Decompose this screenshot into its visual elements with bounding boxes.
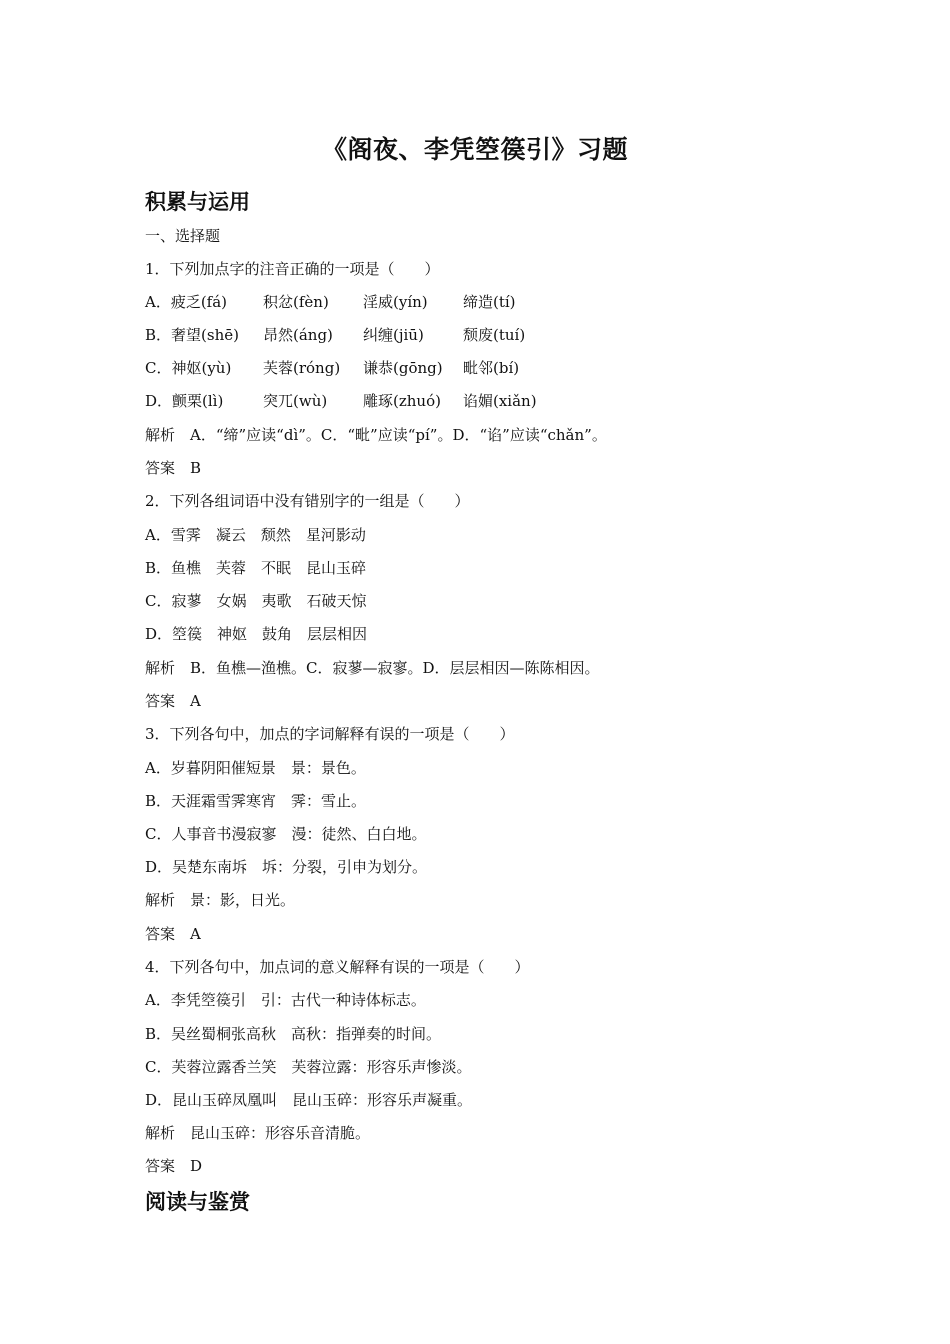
section-heading-reading: 阅读与鉴赏 bbox=[145, 1190, 250, 1214]
q4-stem: 4．下列各句中，加点词的意义解释有误的一项是（ ） bbox=[145, 958, 530, 976]
q1-option-b bbox=[145, 323, 525, 347]
q1-option-a bbox=[145, 290, 516, 314]
q3-analysis: 解析 景：影，日光。 bbox=[145, 891, 296, 909]
q1-b-3: 纠缠(jiū) bbox=[363, 326, 424, 344]
q1-c-3: 谦恭(gōng) bbox=[363, 359, 443, 377]
q1-stem: 1．下列加点字的注音正确的一项是（ ） bbox=[145, 260, 440, 278]
q1-d-3: 雕琢(zhuó) bbox=[363, 392, 441, 410]
q1-b-4: 颓废(tuí) bbox=[463, 326, 526, 344]
q4-answer: 答案 D bbox=[145, 1157, 203, 1175]
q1-analysis: 解析 A．“缔”应读“dì”。C．“毗”应读“pí”。D．“谄”应读“chǎn”。 bbox=[145, 426, 607, 444]
q2-option-a: A．雪霁 凝云 颓然 星河影动 bbox=[145, 526, 366, 544]
q2-option-c: C．寂蓼 女娲 夷歌 石破天惊 bbox=[145, 592, 367, 610]
q1-a-4: 缔造(tí) bbox=[463, 293, 516, 311]
q1-c-1: C．神妪(yù) bbox=[145, 359, 232, 377]
q3-answer: 答案 A bbox=[145, 925, 201, 943]
q3-option-b: B．天涯霜雪霁寒宵 霁：雪止。 bbox=[145, 792, 367, 810]
q2-answer: 答案 A bbox=[145, 692, 201, 710]
q1-b-2: 昂然(áng) bbox=[263, 326, 333, 344]
q1-d-1: D．颤栗(lì) bbox=[145, 392, 224, 410]
q4-option-c: C．芙蓉泣露香兰笑 芙蓉泣露：形容乐声惨淡。 bbox=[145, 1058, 472, 1076]
question-type-heading: 一、选择题 bbox=[145, 227, 221, 245]
q1-c-4: 毗邻(bí) bbox=[463, 359, 520, 377]
q1-d-4: 谄媚(xiǎn) bbox=[463, 392, 537, 410]
q2-stem: 2．下列各组词语中没有错别字的一组是（ ） bbox=[145, 492, 470, 510]
q1-answer: 答案 B bbox=[145, 459, 202, 477]
q2-option-b: B．鱼樵 芙蓉 不眠 昆山玉碎 bbox=[145, 559, 367, 577]
q1-a-2: 积忿(fèn) bbox=[263, 293, 329, 311]
q1-d-2: 突兀(wù) bbox=[263, 392, 328, 410]
q2-analysis: 解析 B．鱼樵—渔樵。C．寂蓼—寂寥。D．层层相因—陈陈相因。 bbox=[145, 659, 600, 677]
page-title: 《阁夜、李凭箜篌引》习题 bbox=[321, 135, 628, 164]
q1-option-d bbox=[145, 389, 537, 413]
q3-option-a: A．岁暮阴阳催短景 景：景色。 bbox=[145, 759, 366, 777]
q2-option-d: D．箜篌 神妪 鼓角 层层相因 bbox=[145, 625, 368, 643]
section-heading-accumulation: 积累与运用 bbox=[145, 190, 250, 214]
q4-option-a: A．李凭箜篌引 引：古代一种诗体标志。 bbox=[145, 991, 426, 1009]
q3-option-d: D．吴楚东南坼 坼：分裂，引申为划分。 bbox=[145, 858, 428, 876]
q1-b-1: B．奢望(shē) bbox=[145, 326, 239, 344]
q1-a-3: 淫威(yín) bbox=[363, 293, 428, 311]
q1-option-c bbox=[145, 356, 519, 380]
q3-stem: 3．下列各句中，加点的字词解释有误的一项是（ ） bbox=[145, 725, 515, 743]
q1-a-1: A．疲乏(fá) bbox=[145, 293, 228, 311]
q4-option-b: B．吴丝蜀桐张高秋 高秋：指弹奏的时间。 bbox=[145, 1025, 442, 1043]
q4-analysis: 解析 昆山玉碎：形容乐音清脆。 bbox=[145, 1124, 371, 1142]
q3-option-c: C．人事音书漫寂寥 漫：徒然、白白地。 bbox=[145, 825, 427, 843]
q4-option-d: D．昆山玉碎凤凰叫 昆山玉碎：形容乐声凝重。 bbox=[145, 1091, 473, 1109]
q1-c-2: 芙蓉(róng) bbox=[263, 359, 341, 377]
